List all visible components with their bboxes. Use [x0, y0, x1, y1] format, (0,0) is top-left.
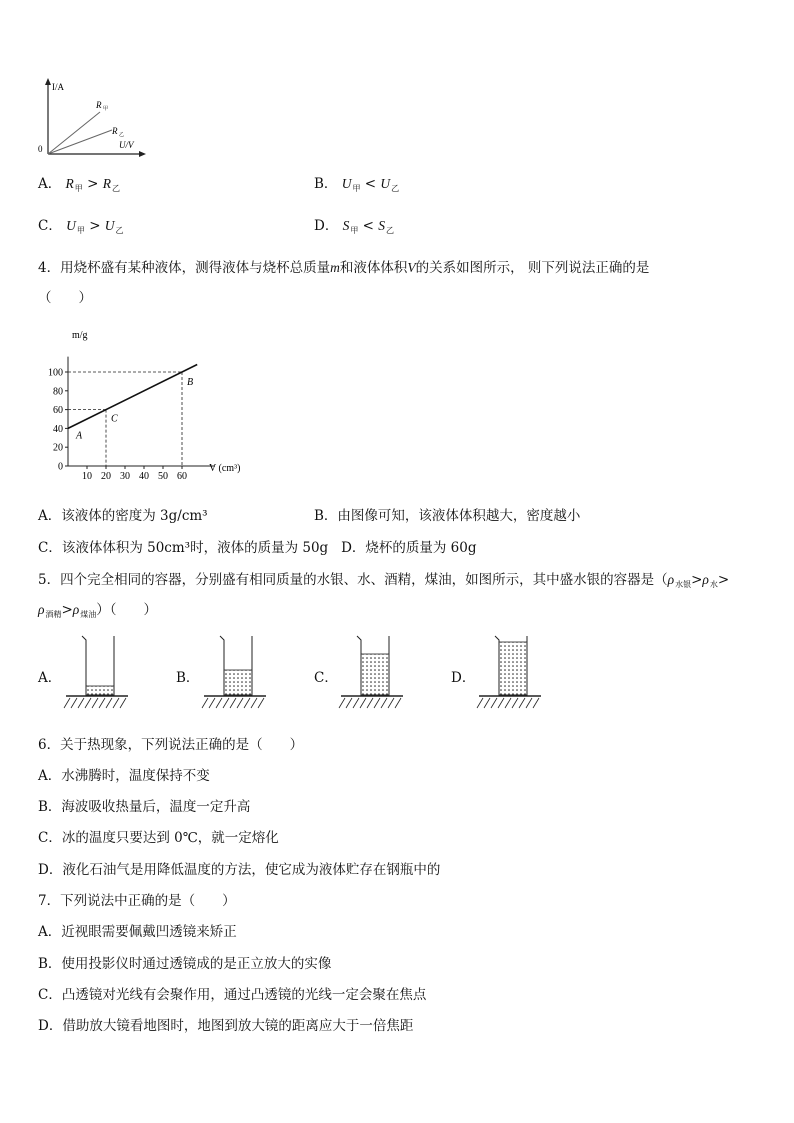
q4-y-axis-label: m/g [72, 330, 88, 341]
q7-stem: 7．下列说法中正确的是（ ） [38, 893, 236, 909]
q4-marks [68, 364, 197, 441]
q4-y-tick-label: 0 [58, 461, 63, 473]
q4-option-b: B．由图像可知，该液体体积越大，密度越小 [314, 508, 581, 524]
q4-y-tick-label: 40 [53, 423, 63, 435]
q5-label-b: B． [176, 670, 200, 686]
iu-y-arrow [45, 78, 51, 85]
iu-line-yi-sub: 乙 [119, 133, 125, 138]
q4-x-axis-label: V (cm³) [209, 463, 241, 474]
iu-x-label: U/V [119, 140, 134, 150]
q5-label-a: A． [38, 670, 62, 686]
q4-answer-blank: （ ） [38, 290, 92, 306]
q4-point-label-b: B [187, 377, 194, 388]
iu-origin: 0 [38, 144, 43, 154]
beaker-b [200, 632, 270, 712]
iu-line-jia-sub: 甲 [103, 107, 109, 112]
q3-option-b: B． $U_甲 < U_乙$ [314, 176, 400, 193]
q4-y-tick-label: 60 [53, 405, 63, 417]
q7-option-b: B．使用投影仪时通过透镜成的是正立放大的实像 [38, 956, 332, 972]
iu-line-jia [48, 112, 100, 154]
q4-option-a: A．该液体的密度为 3g/cm³ [38, 508, 208, 524]
q6-option-d: D．液化石油气是用降低温度的方法，使它成为液体贮存在钢瓶中的 [38, 862, 441, 878]
q4-series-line [68, 364, 197, 428]
q7-option-a: A．近视眼需要佩戴凹透镜来矫正 [38, 924, 237, 940]
q4-stem: 4．用烧杯盛有某种液体，测得液体与烧杯总质量m和液体体积V的关系如图所示， 则下列说法正确的是 [38, 260, 650, 276]
q3-option-a: A． $R_甲 > R_乙$ [38, 176, 120, 193]
q4-x-tick-label: 20 [101, 471, 111, 482]
q6-option-b: B．海波吸收热量后，温度一定升高 [38, 799, 251, 815]
q4-point-label-a: A [76, 430, 83, 442]
q6-option-c: C．冰的温度只要达到 0℃，就一定熔化 [38, 830, 279, 846]
q7-option-d: D．借助放大镜看地图时，地图到放大镜的距离应大于一倍焦距 [38, 1018, 414, 1034]
q5-label-c: C． [314, 670, 338, 686]
q4-point-label-c: C [111, 413, 118, 425]
iu-graph-figure [30, 74, 150, 160]
q4-mv-chart [28, 326, 278, 482]
iu-line-yi [48, 130, 112, 154]
q4-x-tick-label: 30 [120, 471, 130, 482]
q3-option-c: C． $U_甲 > U_乙$ [38, 218, 124, 235]
q4-x-tick-label: 10 [82, 471, 92, 482]
q4-x-tick-label: 60 [177, 471, 187, 482]
q4-y-tick-label: 20 [53, 442, 63, 454]
q4-y-tick-label: 100 [48, 367, 63, 379]
q4-grid [68, 372, 182, 466]
beaker-d [475, 632, 545, 712]
q6-option-a: A．水沸腾时，温度保持不变 [38, 768, 210, 784]
q4-y-tick-label: 80 [53, 386, 63, 398]
q4-x-tick-label: 40 [139, 471, 149, 482]
iu-line-yi-label: R [112, 126, 118, 136]
q3-option-d: D． $S_甲 < S_乙$ [314, 218, 395, 235]
q4-option-c: C．该液体体积为 50cm³时，液体的质量为 50g D．烧杯的质量为 60g [38, 540, 477, 556]
q7-option-c: C．凸透镜对光线有会聚作用，通过凸透镜的光线一定会聚在焦点 [38, 987, 427, 1003]
beaker-a [62, 632, 132, 712]
iu-y-label: I/A [52, 82, 64, 92]
q5-stem-cont: $\rho_{酒精}>\rho_{煤油}$）（ ） [38, 602, 158, 619]
q4-axes [48, 357, 215, 482]
q6-stem: 6．关于热现象，下列说法正确的是（ ） [38, 737, 304, 753]
iu-x-arrow [139, 151, 146, 157]
beaker-c [337, 632, 407, 712]
iu-line-jia-label: R [96, 100, 102, 110]
q4-x-tick-label: 50 [158, 471, 168, 482]
q5-stem: 5．四个完全相同的容器，分别盛有相同质量的水银、水、酒精，煤油，如图所示，其中盛水银的容器是（$\rho_{水银}>\rho_水>$ [38, 572, 730, 589]
q5-label-d: D． [451, 670, 476, 686]
